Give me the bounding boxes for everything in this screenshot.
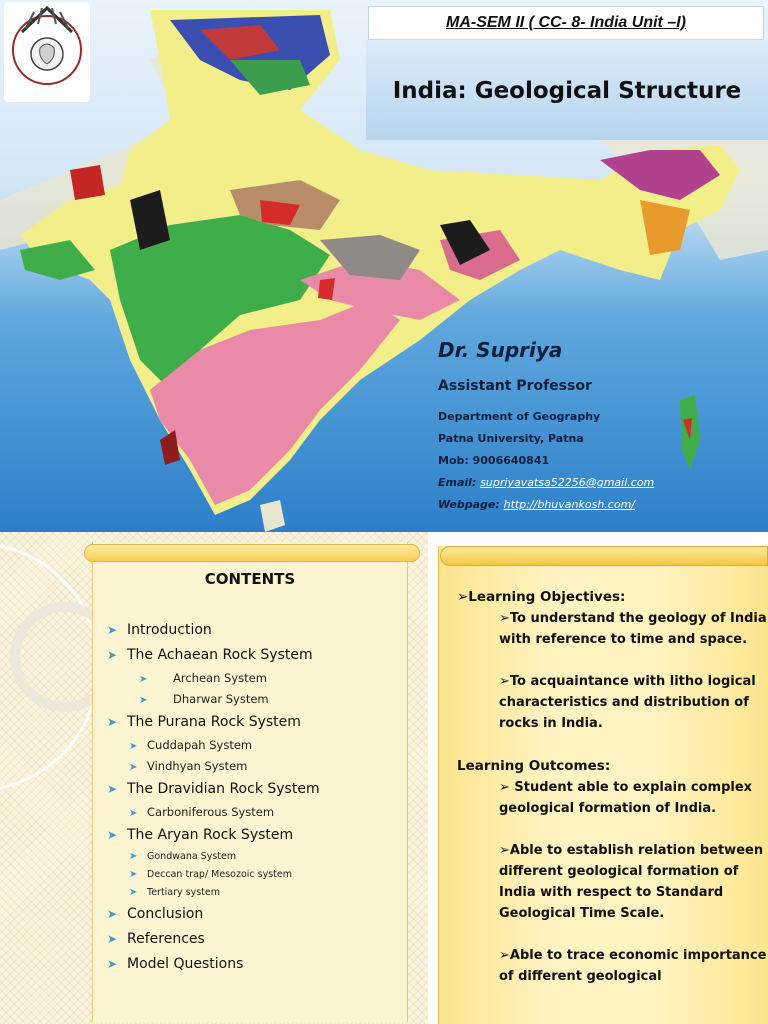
email-link[interactable]: supriyavatsa52256@gmail.com [480, 476, 655, 489]
list-item: ➤ Deccan trap/ Mesozoic system [107, 866, 407, 884]
contents-scroll [92, 542, 408, 1022]
list-item: ➤ Tertiary system [107, 884, 407, 902]
arrow-bullet-icon: ➤ [107, 648, 118, 662]
author-mobile: Mob: 9006640841 [438, 454, 550, 467]
outcome-3: ➢Able to trace economic importance of different geological [499, 948, 767, 984]
objectives-scroll-roll [440, 546, 768, 566]
arrow-bullet-icon: ➤ [139, 695, 148, 706]
author-block [438, 338, 758, 516]
arrow-bullet-icon: ➤ [107, 932, 118, 946]
course-code: MA-SEM II ( CC- 8- India Unit –I) [446, 14, 686, 31]
slide-title: India: Geological Structure [392, 78, 742, 104]
learning-outcomes-heading: Learning Outcomes: [457, 758, 611, 774]
arrow-bullet-icon: ➤ [129, 762, 138, 773]
arrow-bullet-icon: ➤ [107, 957, 118, 971]
arrow-bullet-icon: ➤ [129, 808, 138, 819]
arrow-bullet-icon: ➤ [129, 887, 138, 898]
email-label: Email: [438, 476, 477, 489]
contents-slide [0, 532, 428, 1024]
author-department: Department of Geography [438, 410, 601, 423]
objective-2: ➢To acquaintance with litho logical characteristics and distribution of rocks in India. [499, 674, 756, 731]
webpage-label: Webpage: [438, 498, 500, 511]
course-code-box [368, 6, 764, 40]
author-webpage-line [438, 494, 758, 516]
author-email-line [438, 472, 758, 494]
list-item: ➤ Vindhyan System [107, 756, 407, 777]
author-university: Patna University, Patna [438, 432, 584, 445]
learning-objectives-heading: ➢Learning Objectives: [457, 589, 626, 605]
objective-1: ➢To understand the geology of India with reference to time and space. [499, 611, 767, 647]
contents-scroll-roll [84, 544, 420, 562]
arrow-bullet-icon: ➤ [129, 851, 138, 862]
arrow-bullet-icon: ➤ [107, 715, 118, 729]
list-item: ➤ Carboniferous System [107, 802, 407, 823]
list-item: ➤ Archean System [107, 668, 407, 689]
objectives-slide [428, 532, 768, 1024]
title-band [366, 40, 768, 140]
list-item: ➤ The Dravidian Rock System [107, 777, 407, 802]
arrow-bullet-icon: ➤ [107, 907, 118, 921]
list-item: ➤ Model Questions [107, 952, 407, 977]
list-item: ➤ References [107, 927, 407, 952]
list-item: ➤ Gondwana System [107, 848, 407, 866]
list-item: ➤ The Achaean Rock System [107, 643, 407, 668]
objectives-text [457, 586, 768, 1001]
outcome-2: ➢Able to establish relation between different geological formation of India with respect to Standard Geological Time Scale. [499, 843, 764, 921]
list-item: ➤ The Aryan Rock System [107, 823, 407, 848]
author-role: Assistant Professor [438, 378, 592, 394]
arrow-bullet-icon: ➤ [129, 869, 138, 880]
contents-heading: CONTENTS [204, 570, 296, 588]
arrow-bullet-icon: ➤ [139, 674, 148, 685]
author-name: Dr. Supriya [438, 338, 563, 362]
bhuvankosh-logo [4, 2, 90, 102]
arrow-bullet-icon: ➤ [107, 782, 118, 796]
outcome-1: ➢ Student able to explain complex geological formation of India. [499, 780, 753, 816]
webpage-link[interactable]: http://bhuvankosh.com/ [503, 498, 635, 511]
contents-list [107, 618, 407, 977]
list-item: ➤ Introduction [107, 618, 407, 643]
objectives-scroll [438, 546, 768, 1024]
list-item: ➤ Cuddapah System [107, 735, 407, 756]
list-item: ➤ Dharwar System [107, 689, 407, 710]
arrow-bullet-icon: ➤ [107, 623, 118, 637]
arrow-bullet-icon: ➤ [107, 828, 118, 842]
arrow-bullet-icon: ➤ [129, 741, 138, 752]
list-item: ➤ The Purana Rock System [107, 710, 407, 735]
list-item: ➤ Conclusion [107, 902, 407, 927]
